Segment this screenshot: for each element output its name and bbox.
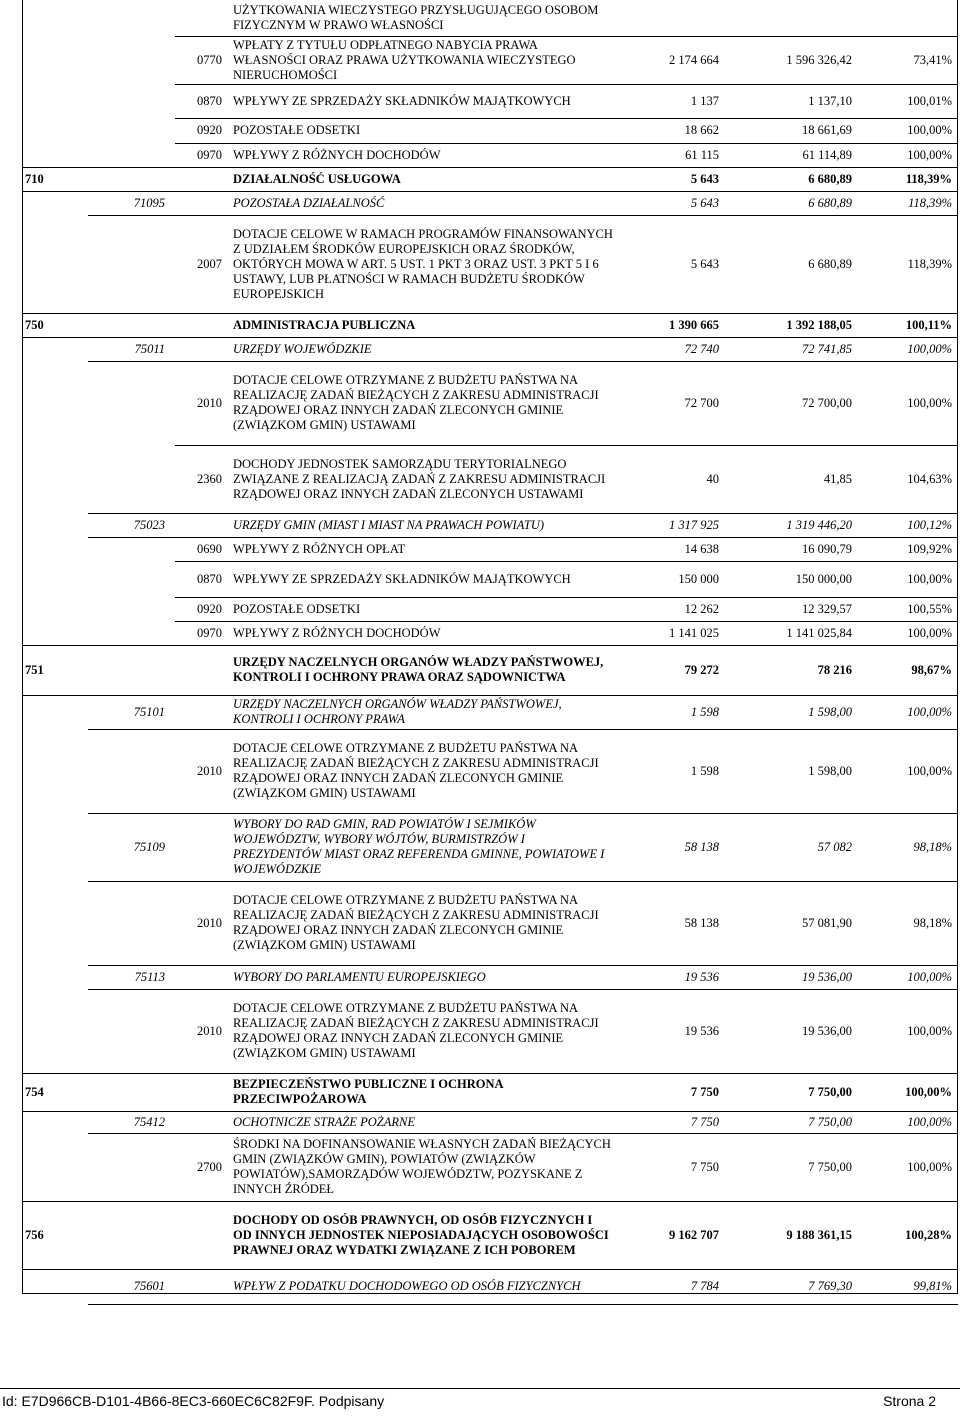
table-row — [22, 1073, 958, 1111]
paragraf-code: 0920 — [175, 597, 230, 621]
table-row — [22, 621, 958, 645]
dzial-code — [22, 989, 88, 1073]
dzial-code — [22, 191, 88, 215]
paragraf-code: 0770 — [175, 36, 230, 84]
plan-amount: 9 162 707 — [616, 1201, 725, 1269]
rozdzial-code — [88, 881, 175, 965]
execution-percent: 100,00% — [858, 1073, 958, 1111]
rozdzial-code: 75113 — [88, 965, 175, 989]
dzial-code — [22, 337, 88, 361]
rozdzial-code — [88, 361, 175, 445]
table-row — [22, 645, 958, 695]
item-name: URZĘDY GMIN (MIAST I MIAST NA PRAWACH POWIATU) — [230, 513, 616, 537]
execution-percent: 100,00% — [858, 695, 958, 729]
execution-percent: 100,01% — [858, 84, 958, 118]
paragraf-code — [175, 0, 230, 36]
paragraf-code — [175, 337, 230, 361]
execution-percent: 100,00% — [858, 989, 958, 1073]
plan-amount: 7 750 — [616, 1111, 725, 1133]
execution-percent: 98,67% — [858, 645, 958, 695]
plan-amount: 150 000 — [616, 561, 725, 597]
rozdzial-code — [88, 36, 175, 84]
table-row — [22, 813, 958, 881]
execution-percent: 100,28% — [858, 1201, 958, 1269]
rozdzial-code — [88, 167, 175, 191]
execution-percent: 100,00% — [858, 118, 958, 143]
paragraf-code: 0870 — [175, 84, 230, 118]
paragraf-code: 2010 — [175, 989, 230, 1073]
item-name: WPŁATY Z TYTUŁU ODPŁATNEGO NABYCIA PRAWA WŁASNOŚCI ORAZ PRAWA UŻYTKOWANIA WIECZYSTEGO NIERUCHOMOŚCI — [230, 36, 616, 84]
executed-amount: 9 188 361,15 — [725, 1201, 858, 1269]
paragraf-code — [175, 1111, 230, 1133]
execution-percent: 100,00% — [858, 1133, 958, 1201]
execution-percent: 100,55% — [858, 597, 958, 621]
paragraf-code: 2010 — [175, 881, 230, 965]
executed-amount: 150 000,00 — [725, 561, 858, 597]
budget-revenue-table — [22, 0, 958, 1305]
paragraf-code — [175, 167, 230, 191]
item-name: POZOSTAŁE ODSETKI — [230, 597, 616, 621]
page-number: Strona 2 — [883, 1393, 936, 1409]
table-row — [22, 337, 958, 361]
executed-amount: 57 082 — [725, 813, 858, 881]
paragraf-code: 0970 — [175, 143, 230, 167]
rozdzial-code — [88, 1073, 175, 1111]
rozdzial-code: 75023 — [88, 513, 175, 537]
paragraf-code — [175, 645, 230, 695]
execution-percent: 118,39% — [858, 167, 958, 191]
dzial-code: 756 — [22, 1201, 88, 1269]
executed-amount: 1 319 446,20 — [725, 513, 858, 537]
item-name: DOTACJE CELOWE OTRZYMANE Z BUDŻETU PAŃSTWA NA REALIZACJĘ ZADAŃ BIEŻĄCYCH Z ZAKRESU ADMINISTRACJI RZĄDOWEJ ORAZ INNYCH ZADAŃ ZLECONYCH GMINIE (ZWIĄZKOM GMIN) USTAWAMI — [230, 989, 616, 1073]
paragraf-code: 2010 — [175, 361, 230, 445]
dzial-code — [22, 1111, 88, 1133]
plan-amount: 5 643 — [616, 167, 725, 191]
table-row — [22, 881, 958, 965]
executed-amount: 7 750,00 — [725, 1111, 858, 1133]
rozdzial-code: 75101 — [88, 695, 175, 729]
item-name: WPŁYWY Z RÓŻNYCH OPŁAT — [230, 537, 616, 561]
plan-amount: 7 750 — [616, 1133, 725, 1201]
rozdzial-code: 75109 — [88, 813, 175, 881]
budget-table-body — [22, 0, 958, 1304]
dzial-code: 751 — [22, 645, 88, 695]
execution-percent: 100,00% — [858, 621, 958, 645]
rozdzial-code: 71095 — [88, 191, 175, 215]
plan-amount: 1 598 — [616, 729, 725, 813]
item-name: URZĘDY NACZELNYCH ORGANÓW WŁADZY PAŃSTWOWEJ, KONTROLI I OCHRONY PRAWA ORAZ SĄDOWNICTWA — [230, 645, 616, 695]
executed-amount: 78 216 — [725, 645, 858, 695]
paragraf-code: 2010 — [175, 729, 230, 813]
table-row — [22, 597, 958, 621]
paragraf-code: 0970 — [175, 621, 230, 645]
dzial-code — [22, 1133, 88, 1201]
plan-amount: 12 262 — [616, 597, 725, 621]
execution-percent: 98,18% — [858, 881, 958, 965]
plan-amount: 7 750 — [616, 1073, 725, 1111]
executed-amount: 6 680,89 — [725, 191, 858, 215]
executed-amount: 18 661,69 — [725, 118, 858, 143]
rozdzial-code: 75412 — [88, 1111, 175, 1133]
executed-amount: 16 090,79 — [725, 537, 858, 561]
paragraf-code — [175, 965, 230, 989]
paragraf-code: 0690 — [175, 537, 230, 561]
executed-amount: 12 329,57 — [725, 597, 858, 621]
page-footer — [0, 1388, 960, 1409]
executed-amount: 6 680,89 — [725, 215, 858, 313]
dzial-code — [22, 143, 88, 167]
execution-percent: 100,12% — [858, 513, 958, 537]
executed-amount — [725, 0, 858, 36]
rozdzial-code — [88, 561, 175, 597]
dzial-code — [22, 621, 88, 645]
execution-percent: 118,39% — [858, 191, 958, 215]
item-name: OCHOTNICZE STRAŻE POŻARNE — [230, 1111, 616, 1133]
table-row — [22, 1269, 958, 1304]
paragraf-code — [175, 1201, 230, 1269]
paragraf-code: 0870 — [175, 561, 230, 597]
dzial-code — [22, 361, 88, 445]
executed-amount: 57 081,90 — [725, 881, 858, 965]
paragraf-code: 0920 — [175, 118, 230, 143]
dzial-code — [22, 513, 88, 537]
item-name: DOCHODY OD OSÓB PRAWNYCH, OD OSÓB FIZYCZNYCH I OD INNYCH JEDNOSTEK NIEPOSIADAJĄCYCH OSOBOWOŚCI PRAWNEJ ORAZ WYDATKI ZWIĄZANE Z ICH POBOREM — [230, 1201, 616, 1269]
table-row — [22, 361, 958, 445]
plan-amount: 19 536 — [616, 965, 725, 989]
plan-amount: 72 740 — [616, 337, 725, 361]
plan-amount: 14 638 — [616, 537, 725, 561]
plan-amount: 40 — [616, 445, 725, 513]
item-name: UŻYTKOWANIA WIECZYSTEGO PRZYSŁUGUJĄCEGO OSOBOM FIZYCZNYM W PRAWO WŁASNOŚCI — [230, 0, 616, 36]
dzial-code — [22, 0, 88, 36]
rozdzial-code — [88, 143, 175, 167]
item-name: DOTACJE CELOWE OTRZYMANE Z BUDŻETU PAŃSTWA NA REALIZACJĘ ZADAŃ BIEŻĄCYCH Z ZAKRESU ADMINISTRACJI RZĄDOWEJ ORAZ INNYCH ZADAŃ ZLECONYCH GMINIE (ZWIĄZKOM GMIN) USTAWAMI — [230, 881, 616, 965]
execution-percent: 100,00% — [858, 965, 958, 989]
execution-percent: 104,63% — [858, 445, 958, 513]
item-name: WYBORY DO PARLAMENTU EUROPEJSKIEGO — [230, 965, 616, 989]
paragraf-code: 2007 — [175, 215, 230, 313]
item-name: DOCHODY JEDNOSTEK SAMORZĄDU TERYTORIALNEGO ZWIĄZANE Z REALIZACJĄ ZADAŃ Z ZAKRESU ADMINISTRACJI RZĄDOWEJ ORAZ INNYCH ZADAŃ ZLECONYCH USTAWAMI — [230, 445, 616, 513]
paragraf-code — [175, 1269, 230, 1304]
item-name: ŚRODKI NA DOFINANSOWANIE WŁASNYCH ZADAŃ BIEŻĄCYCH GMIN (ZWIĄZKÓW GMIN), POWIATÓW (ZWIĄZKÓW POWIATÓW),SAMORZĄDÓW WOJEWÓDZTW, POZYSKANE Z INNYCH ŹRÓDEŁ — [230, 1133, 616, 1201]
executed-amount: 19 536,00 — [725, 989, 858, 1073]
item-name: BEZPIECZEŃSTWO PUBLICZNE I OCHRONA PRZECIWPOŻAROWA — [230, 1073, 616, 1111]
item-name: URZĘDY NACZELNYCH ORGANÓW WŁADZY PAŃSTWOWEJ, KONTROLI I OCHRONY PRAWA — [230, 695, 616, 729]
paragraf-code — [175, 1073, 230, 1111]
dzial-code — [22, 36, 88, 84]
table-row — [22, 445, 958, 513]
dzial-code — [22, 445, 88, 513]
plan-amount: 5 643 — [616, 191, 725, 215]
item-name: WPŁYWY Z RÓŻNYCH DOCHODÓW — [230, 621, 616, 645]
table-row — [22, 537, 958, 561]
table-row — [22, 513, 958, 537]
execution-percent: 100,00% — [858, 729, 958, 813]
executed-amount: 7 750,00 — [725, 1133, 858, 1201]
executed-amount: 72 700,00 — [725, 361, 858, 445]
rozdzial-code — [88, 1133, 175, 1201]
table-row — [22, 118, 958, 143]
item-name: DOTACJE CELOWE OTRZYMANE Z BUDŻETU PAŃSTWA NA REALIZACJĘ ZADAŃ BIEŻĄCYCH Z ZAKRESU ADMINISTRACJI RZĄDOWEJ ORAZ INNYCH ZADAŃ ZLECONYCH GMINIE (ZWIĄZKOM GMIN) USTAWAMI — [230, 729, 616, 813]
executed-amount: 7 769,30 — [725, 1269, 858, 1304]
table-row — [22, 143, 958, 167]
dzial-code — [22, 1269, 88, 1304]
dzial-code — [22, 881, 88, 965]
item-name: WPŁYWY Z RÓŻNYCH DOCHODÓW — [230, 143, 616, 167]
rozdzial-code: 75601 — [88, 1269, 175, 1304]
dzial-code — [22, 965, 88, 989]
plan-amount: 18 662 — [616, 118, 725, 143]
plan-amount — [616, 0, 725, 36]
item-name: ADMINISTRACJA PUBLICZNA — [230, 313, 616, 337]
execution-percent — [858, 0, 958, 36]
rozdzial-code — [88, 989, 175, 1073]
dzial-code — [22, 84, 88, 118]
plan-amount: 1 598 — [616, 695, 725, 729]
table-row — [22, 1111, 958, 1133]
execution-percent: 100,00% — [858, 143, 958, 167]
executed-amount: 41,85 — [725, 445, 858, 513]
paragraf-code — [175, 191, 230, 215]
budget-table-container — [22, 0, 958, 1305]
rozdzial-code — [88, 1201, 175, 1269]
plan-amount: 1 141 025 — [616, 621, 725, 645]
dzial-code — [22, 597, 88, 621]
paragraf-code — [175, 513, 230, 537]
table-row — [22, 1201, 958, 1269]
item-name: URZĘDY WOJEWÓDZKIE — [230, 337, 616, 361]
table-row — [22, 215, 958, 313]
plan-amount: 19 536 — [616, 989, 725, 1073]
rozdzial-code — [88, 118, 175, 143]
table-row — [22, 561, 958, 597]
execution-percent: 118,39% — [858, 215, 958, 313]
executed-amount: 1 598,00 — [725, 729, 858, 813]
paragraf-code: 2700 — [175, 1133, 230, 1201]
plan-amount: 72 700 — [616, 361, 725, 445]
rozdzial-code — [88, 215, 175, 313]
rozdzial-code — [88, 537, 175, 561]
rozdzial-code — [88, 84, 175, 118]
dzial-code — [22, 118, 88, 143]
executed-amount: 1 137,10 — [725, 84, 858, 118]
plan-amount: 1 137 — [616, 84, 725, 118]
rozdzial-code — [88, 645, 175, 695]
paragraf-code: 2360 — [175, 445, 230, 513]
table-row — [22, 729, 958, 813]
executed-amount: 6 680,89 — [725, 167, 858, 191]
dzial-code: 750 — [22, 313, 88, 337]
table-row — [22, 36, 958, 84]
rozdzial-code — [88, 729, 175, 813]
execution-percent: 98,18% — [858, 813, 958, 881]
plan-amount: 7 784 — [616, 1269, 725, 1304]
item-name: POZOSTAŁA DZIAŁALNOŚĆ — [230, 191, 616, 215]
execution-percent: 100,00% — [858, 1111, 958, 1133]
dzial-code: 754 — [22, 1073, 88, 1111]
table-row — [22, 695, 958, 729]
rozdzial-code — [88, 0, 175, 36]
execution-percent: 100,11% — [858, 313, 958, 337]
executed-amount: 1 392 188,05 — [725, 313, 858, 337]
item-name: WPŁYWY ZE SPRZEDAŻY SKŁADNIKÓW MAJĄTKOWYCH — [230, 561, 616, 597]
rozdzial-code — [88, 621, 175, 645]
plan-amount: 2 174 664 — [616, 36, 725, 84]
table-row — [22, 84, 958, 118]
dzial-code: 710 — [22, 167, 88, 191]
rozdzial-code — [88, 597, 175, 621]
item-name: WYBORY DO RAD GMIN, RAD POWIATÓW I SEJMIKÓW WOJEWÓDZTW, WYBORY WÓJTÓW, BURMISTRZÓW I PREZYDENTÓW MIAST ORAZ REFERENDA GMINNE, POWIATOWE I WOJEWÓDZKIE — [230, 813, 616, 881]
table-row — [22, 1133, 958, 1201]
execution-percent: 100,00% — [858, 337, 958, 361]
table-row — [22, 313, 958, 337]
item-name: DOTACJE CELOWE W RAMACH PROGRAMÓW FINANSOWANYCH Z UDZIAŁEM ŚRODKÓW EUROPEJSKICH ORAZ ŚRODKÓW, OKTÓRYCH MOWA W ART. 5 UST. 1 PKT 3 ORAZ UST. 3 PKT 5 I 6 USTAWY, LUB PŁATNOŚCI W RAMACH BUDŻETU ŚRODKÓW EUROPEJSKICH — [230, 215, 616, 313]
executed-amount: 1 598,00 — [725, 695, 858, 729]
item-name: WPŁYWY ZE SPRZEDAŻY SKŁADNIKÓW MAJĄTKOWYCH — [230, 84, 616, 118]
plan-amount: 5 643 — [616, 215, 725, 313]
dzial-code — [22, 695, 88, 729]
dzial-code — [22, 215, 88, 313]
table-row — [22, 989, 958, 1073]
paragraf-code — [175, 695, 230, 729]
dzial-code — [22, 729, 88, 813]
table-row — [22, 0, 958, 36]
plan-amount: 61 115 — [616, 143, 725, 167]
executed-amount: 7 750,00 — [725, 1073, 858, 1111]
item-name: DOTACJE CELOWE OTRZYMANE Z BUDŻETU PAŃSTWA NA REALIZACJĘ ZADAŃ BIEŻĄCYCH Z ZAKRESU ADMINISTRACJI RZĄDOWEJ ORAZ INNYCH ZADAŃ ZLECONYCH GMINIE (ZWIĄZKOM GMIN) USTAWAMI — [230, 361, 616, 445]
execution-percent: 109,92% — [858, 537, 958, 561]
executed-amount: 19 536,00 — [725, 965, 858, 989]
plan-amount: 1 390 665 — [616, 313, 725, 337]
execution-percent: 100,00% — [858, 561, 958, 597]
plan-amount: 58 138 — [616, 881, 725, 965]
rozdzial-code — [88, 445, 175, 513]
document-id-signature: Id: E7D966CB-D101-4B66-8EC3-660EC6C82F9F. Podpisany — [2, 1393, 385, 1409]
paragraf-code — [175, 313, 230, 337]
rozdzial-code: 75011 — [88, 337, 175, 361]
table-row — [22, 191, 958, 215]
execution-percent: 100,00% — [858, 361, 958, 445]
dzial-code — [22, 561, 88, 597]
execution-percent: 99,81% — [858, 1269, 958, 1304]
plan-amount: 58 138 — [616, 813, 725, 881]
executed-amount: 1 596 326,42 — [725, 36, 858, 84]
item-name: WPŁYW Z PODATKU DOCHODOWEGO OD OSÓB FIZYCZNYCH — [230, 1269, 616, 1304]
execution-percent: 73,41% — [858, 36, 958, 84]
dzial-code — [22, 813, 88, 881]
item-name: POZOSTAŁE ODSETKI — [230, 118, 616, 143]
executed-amount: 1 141 025,84 — [725, 621, 858, 645]
rozdzial-code — [88, 313, 175, 337]
paragraf-code — [175, 813, 230, 881]
plan-amount: 1 317 925 — [616, 513, 725, 537]
plan-amount: 79 272 — [616, 645, 725, 695]
table-row — [22, 167, 958, 191]
executed-amount: 72 741,85 — [725, 337, 858, 361]
table-row — [22, 965, 958, 989]
executed-amount: 61 114,89 — [725, 143, 858, 167]
dzial-code — [22, 537, 88, 561]
item-name: DZIAŁALNOŚĆ USŁUGOWA — [230, 167, 616, 191]
